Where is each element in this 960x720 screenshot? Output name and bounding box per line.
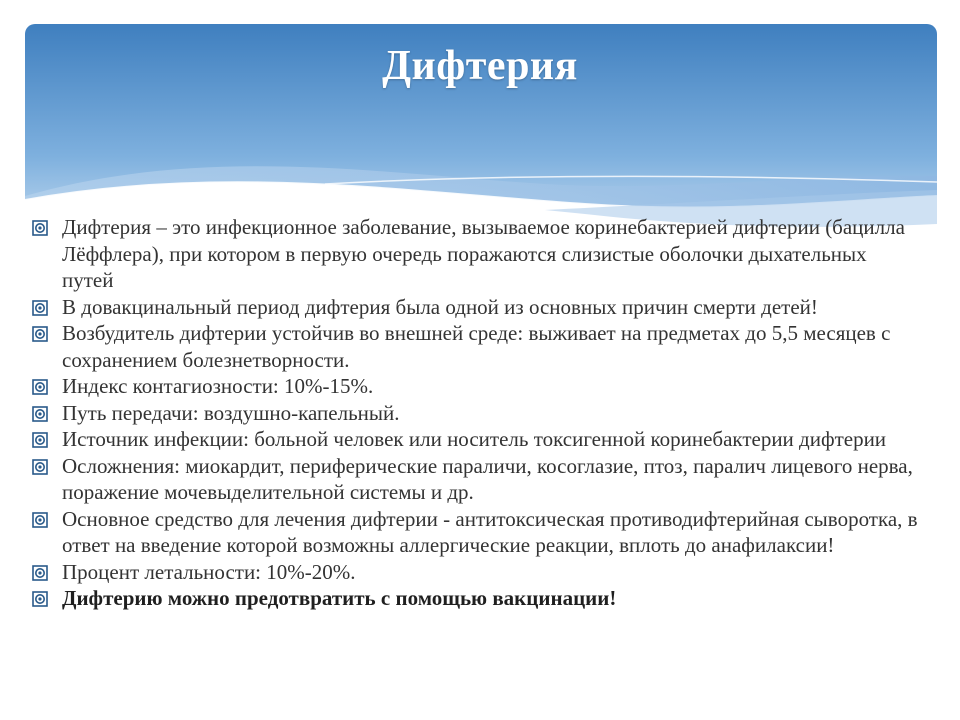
list-item-text: Дифтерию можно предотвратить с помощью вакцинации!	[62, 586, 617, 610]
square-target-icon	[32, 512, 48, 528]
list-item	[32, 320, 922, 373]
list-item	[32, 559, 922, 586]
square-target-icon	[32, 406, 48, 422]
square-target-icon	[32, 379, 48, 395]
square-target-icon	[32, 220, 48, 236]
square-target-icon	[32, 459, 48, 475]
list-item-text: Путь передачи: воздушно-капельный.	[62, 400, 400, 425]
list-item-text: Процент летальности: 10%-20%.	[62, 559, 356, 584]
list-item	[32, 400, 922, 427]
square-target-icon	[32, 432, 48, 448]
list-item	[32, 453, 922, 506]
list-item-text: В довакцинальный период дифтерия была одной из основных причин смерти детей!	[62, 294, 818, 319]
list-item-text: Основное средство для лечения дифтерии - антитоксическая противодифтерийная сыворотка, в ответ на введение которой возможны аллергические реакции, вплоть до анафилаксии!	[62, 506, 918, 557]
list-item-text: Дифтерия – это инфекционное заболевание, вызываемое коринебактерией дифтерии (бацилла Лёффлера), при котором в первую очередь поражаются слизистые оболочки дыхательных путей	[62, 215, 905, 292]
list-item	[32, 373, 922, 400]
square-target-icon	[32, 565, 48, 581]
square-target-icon	[32, 326, 48, 342]
list-item-text: Возбудитель дифтерии устойчив во внешней среде: выживает на предметах до 5,5 месяцев с сохранением болезнетворности.	[62, 321, 891, 372]
slide-title: Дифтерия	[382, 43, 578, 89]
list-item	[32, 506, 922, 559]
list-item	[32, 426, 922, 453]
list-item-text: Осложнения: миокардит, периферические параличи, косоглазие, птоз, паралич лицевого нерва, поражение мочевыделительной системы и др.	[62, 453, 913, 504]
list-item-text: Индекс контагиозности: 10%-15%.	[62, 374, 374, 398]
list-item	[32, 294, 922, 321]
square-target-icon	[32, 300, 48, 316]
list-item	[32, 214, 922, 294]
square-target-icon	[32, 591, 48, 607]
list-item-emphasis	[32, 585, 922, 612]
bullet-list	[32, 214, 922, 612]
list-item-text: Источник инфекции: больной человек или носитель токсигенной коринебактерии дифтерии	[62, 427, 887, 451]
